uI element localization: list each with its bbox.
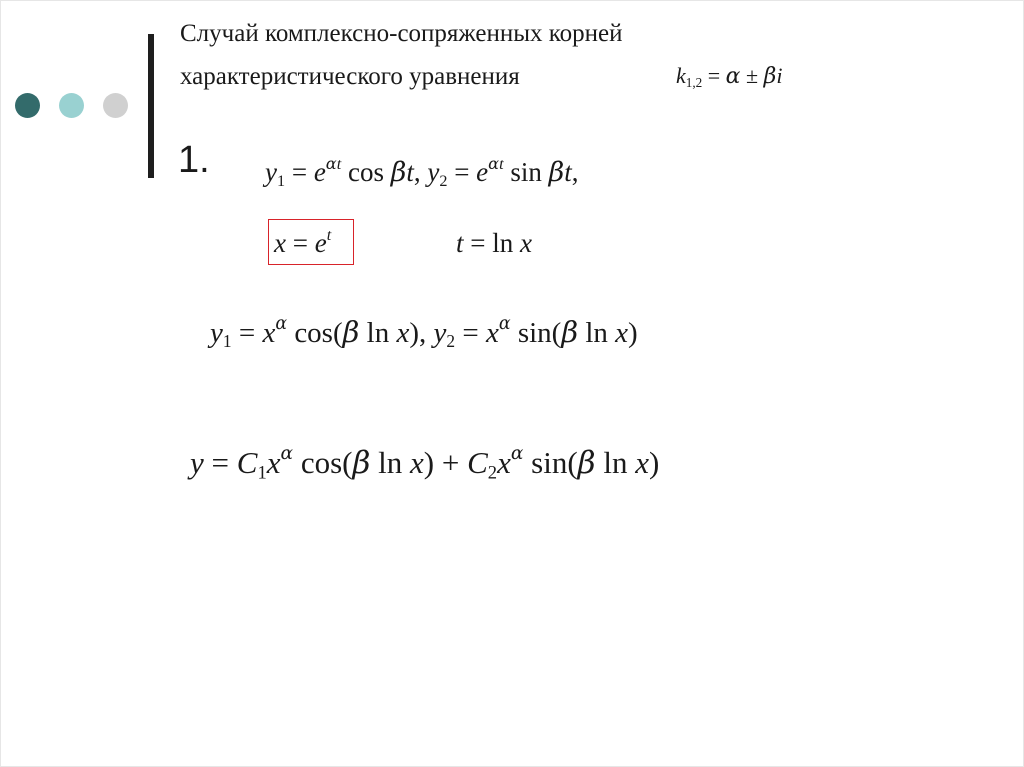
slide-title-line-2: характеристического уравнения xyxy=(180,63,520,90)
item-number: 1. xyxy=(178,139,210,181)
inverse-substitution-formula: t = ln x xyxy=(456,228,532,258)
decor-dot-gray xyxy=(103,93,128,118)
slide-title-line-1: Случай комплексно-сопряженных корней xyxy=(180,20,623,47)
substitution-formula: $x = e^t$ xyxy=(274,225,332,258)
decor-dot-dark xyxy=(15,93,40,118)
roots-formula: $k_{1,2} = \alpha \pm \beta i$ xyxy=(676,63,783,90)
basis-x-formula: $y_1 = x^\alpha$ cos(β ln x), $y_2 = x^\alpha$ sin(β ln x) xyxy=(210,313,638,352)
basis-t-formula: $y_1 = e^{\alpha t}$ cos βt, $y_2 = e^{\alpha t}$ sin βt, xyxy=(265,153,579,190)
general-solution-formula: $y = C_1x^\alpha$ cos(β $\ln x) + C_2x^\alpha$ sin(β ln x) xyxy=(190,443,660,484)
title-accent-bar xyxy=(148,34,154,178)
decor-dot-light xyxy=(59,93,84,118)
